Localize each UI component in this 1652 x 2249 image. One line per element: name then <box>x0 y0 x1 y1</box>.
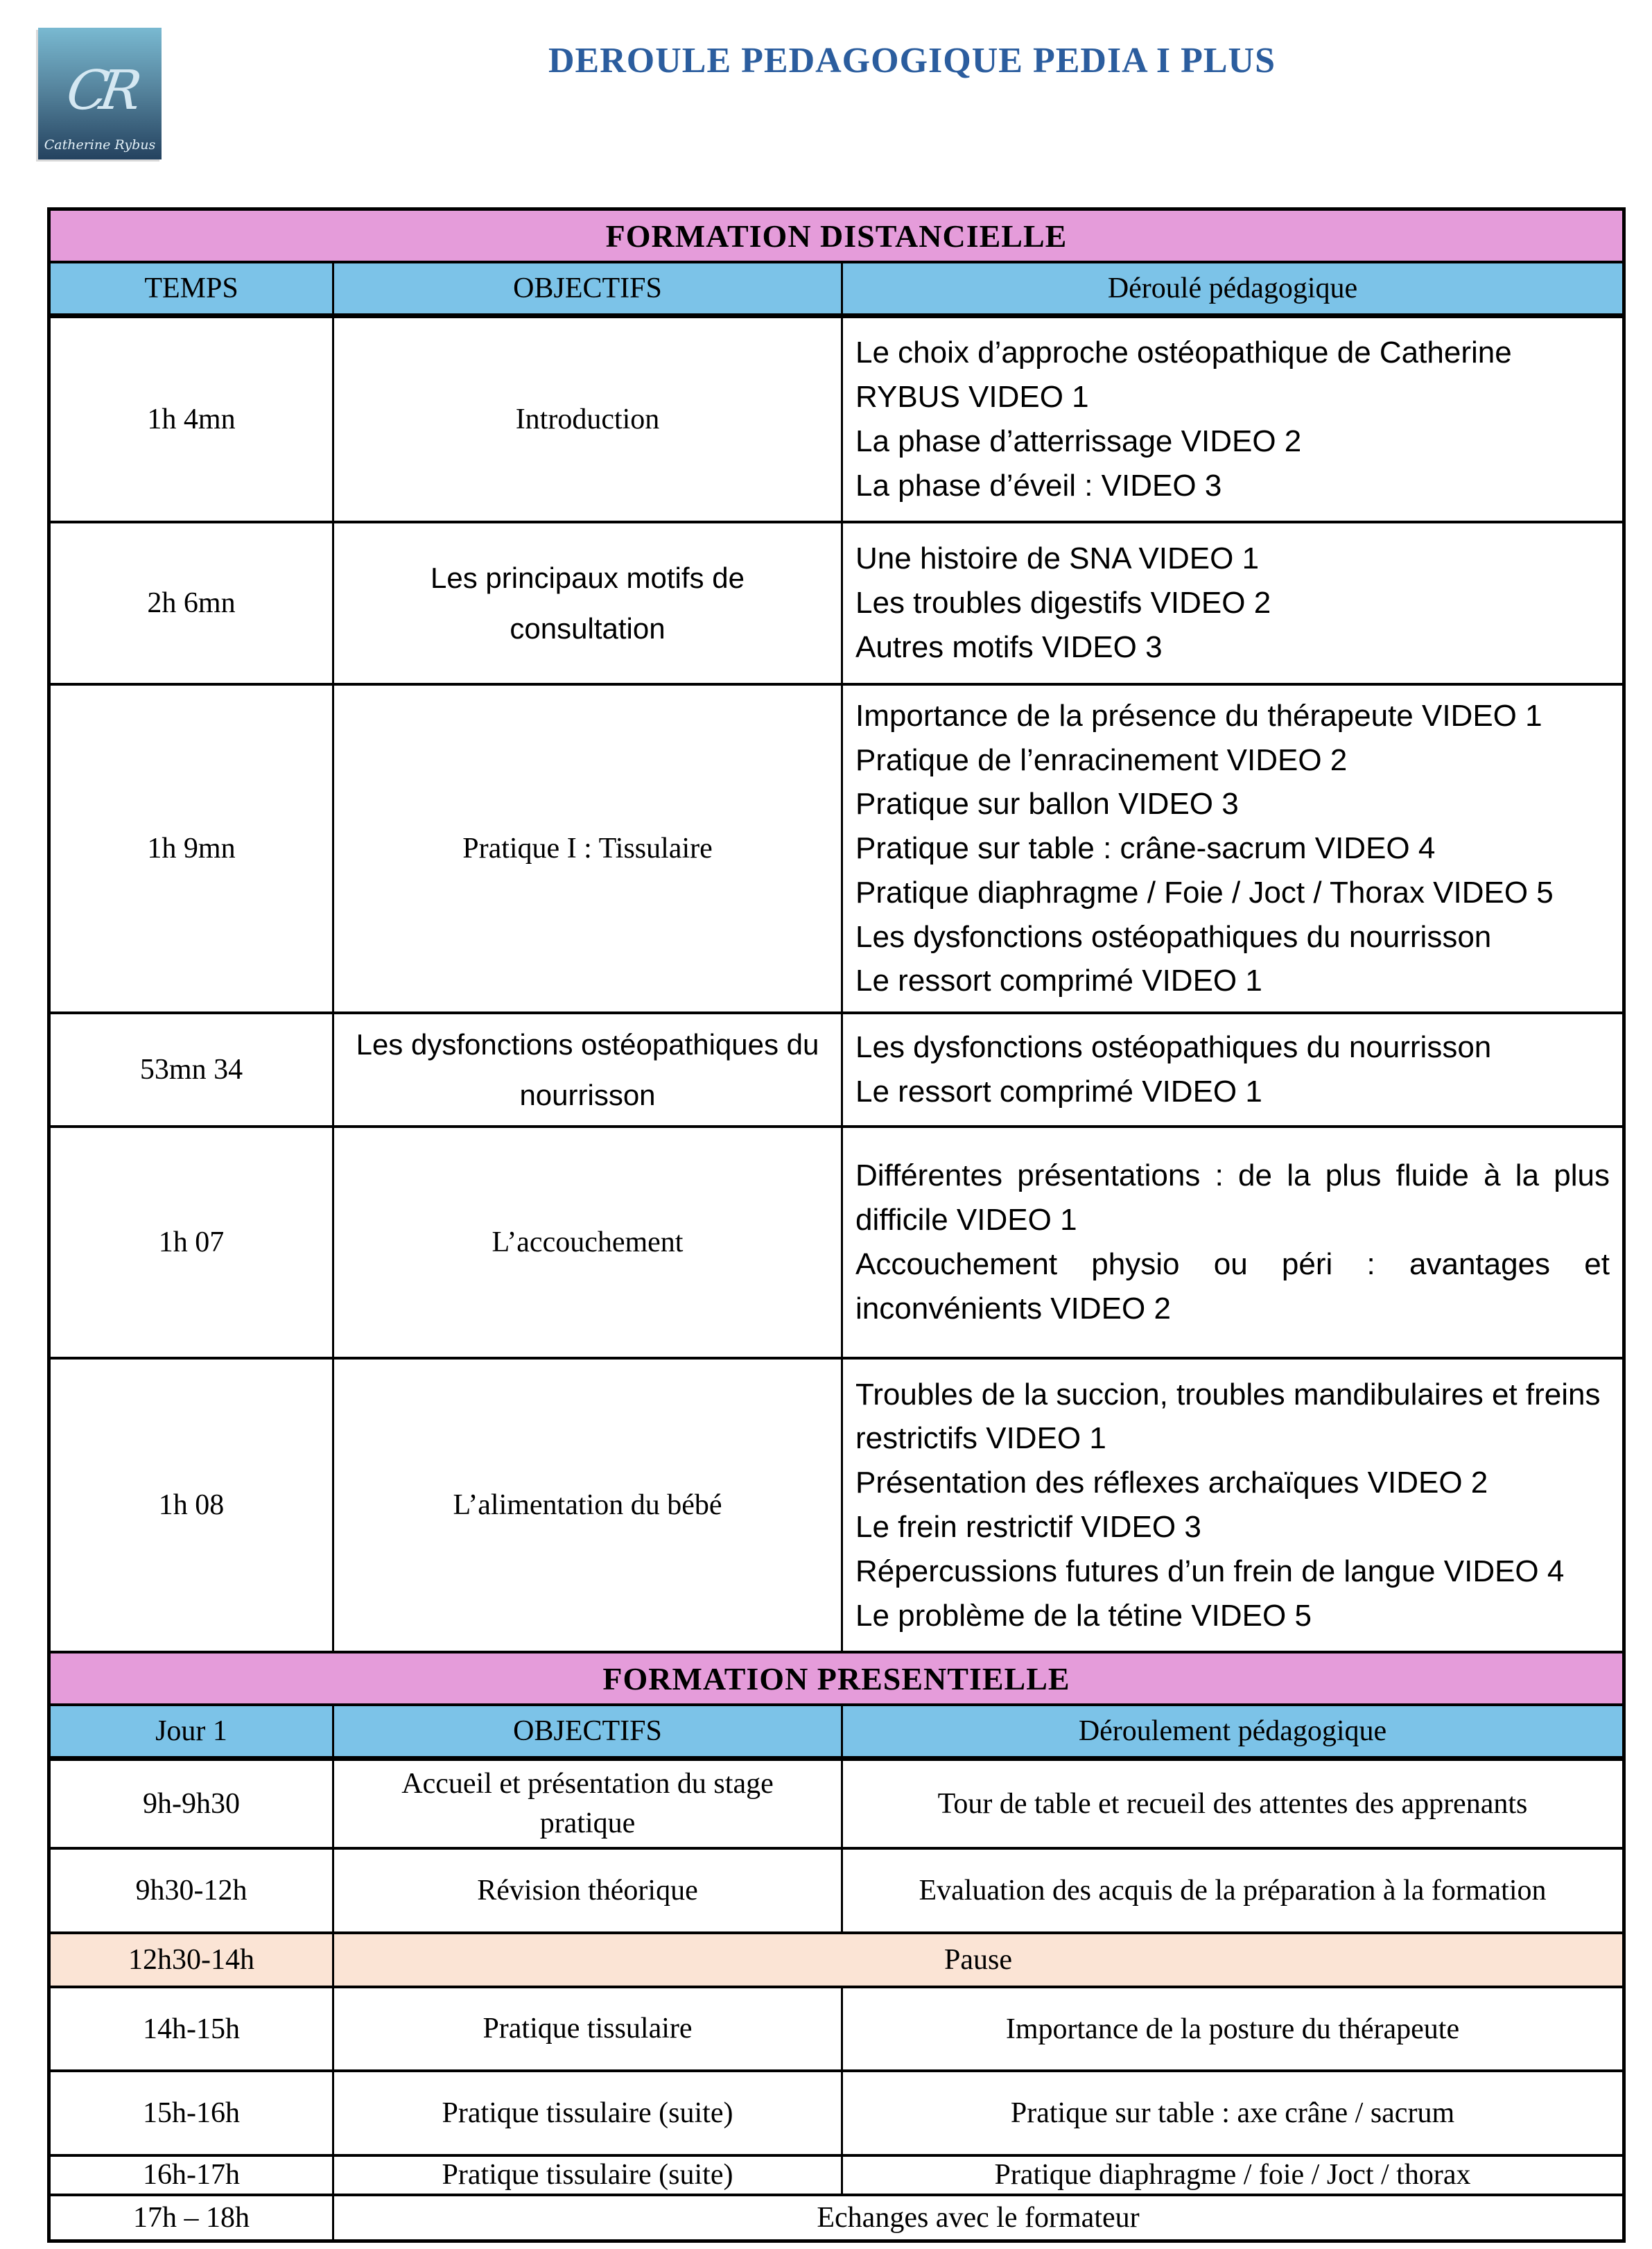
time-cell: 53mn 34 <box>139 1054 243 1086</box>
table-row <box>51 1756 1622 1847</box>
pause-row <box>51 1931 1622 1986</box>
detail-line: Le ressort comprimé VIDEO 1 <box>855 1075 1262 1109</box>
section-header-distancielle <box>51 211 1622 261</box>
objective-cell: Pratique I : Tissulaire <box>332 686 841 1011</box>
time-cell: 9h30-12h <box>135 1875 247 1907</box>
time-cell: 1h 4mn <box>147 403 236 435</box>
detail-line: Troubles de la succion, troubles mandibulaires et freins restrictifs VIDEO 1 <box>855 1377 1601 1456</box>
column-header-temps: TEMPS <box>51 263 332 313</box>
detail-line: Le choix d’approche ostéopathique de Catherine RYBUS VIDEO 1 <box>855 336 1512 415</box>
details-cell <box>841 318 1622 521</box>
details-cell: Tour de table et recueil des attentes des apprenants <box>841 1761 1622 1847</box>
column-header-objectifs: OBJECTIFS <box>332 263 841 313</box>
detail-line: Pratique sur ballon VIDEO 3 <box>855 787 1239 822</box>
table-row <box>51 1847 1622 1931</box>
objective-cell: Accueil et présentation du stage pratique <box>332 1761 841 1847</box>
details-cell <box>841 523 1622 683</box>
detail-line: Le ressort comprimé VIDEO 1 <box>855 964 1262 998</box>
detail-line: Pratique sur table : crâne-sacrum VIDEO 4 <box>855 831 1436 866</box>
table-row <box>51 2154 1622 2194</box>
details-cell <box>841 1360 1622 1651</box>
details-cell: Evaluation des acquis de la préparation à la formation <box>841 1850 1622 1931</box>
objective-cell: Pratique tissulaire (suite) <box>332 2072 841 2154</box>
time-cell: 17h – 18h <box>133 2202 250 2234</box>
time-cell: 1h 9mn <box>147 833 236 865</box>
objective-cell: L’alimentation du bébé <box>332 1360 841 1651</box>
table-row <box>51 1125 1622 1357</box>
time-cell: 1h 07 <box>158 1226 225 1258</box>
table-row <box>51 683 1622 1011</box>
column-header-row-presentielle <box>51 1703 1622 1756</box>
merged-detail-cell: Echanges avec le formateur <box>332 2196 1622 2239</box>
objective-cell: Introduction <box>332 318 841 521</box>
schedule-table <box>47 207 1626 2243</box>
table-row <box>51 1357 1622 1651</box>
time-cell: 1h 08 <box>158 1489 225 1521</box>
logo-monogram: CR <box>62 60 137 122</box>
details-cell: Pratique diaphragme / foie / Joct / thorax <box>841 2157 1622 2194</box>
detail-line: La phase d’éveil : VIDEO 3 <box>855 468 1222 503</box>
section-title: FORMATION PRESENTIELLE <box>51 1653 1622 1703</box>
detail-line: Les dysfonctions ostéopathiques du nourrisson <box>855 1030 1492 1065</box>
detail-line: Les troubles digestifs VIDEO 2 <box>855 586 1271 620</box>
column-header-row-distancielle <box>51 261 1622 313</box>
details-cell <box>841 1128 1622 1357</box>
time-cell: 16h-17h <box>143 2159 240 2191</box>
detail-line: La phase d’atterrissage VIDEO 2 <box>855 424 1302 458</box>
table-row <box>51 2069 1622 2154</box>
detail-line: Le frein restrictif VIDEO 3 <box>855 1510 1201 1544</box>
detail-line: Autres motifs VIDEO 3 <box>855 629 1163 664</box>
details-cell <box>841 686 1622 1011</box>
detail-line: Une histoire de SNA VIDEO 1 <box>855 541 1260 576</box>
table-row <box>51 1986 1622 2069</box>
column-header-jour1: Jour 1 <box>51 1706 332 1756</box>
detail-line: Pratique diaphragme / Foie / Joct / Thorax VIDEO 5 Les dysfonctions ostéopathiques du nourrisson <box>855 875 1554 954</box>
catherine-rybus-logo <box>38 28 162 159</box>
detail-line: Importance de la présence du thérapeute VIDEO 1 <box>855 698 1542 733</box>
detail-line: Pratique de l’enracinement VIDEO 2 <box>855 743 1348 777</box>
section-header-presentielle <box>51 1651 1622 1703</box>
table-row <box>51 1011 1622 1125</box>
column-header-objectifs: OBJECTIFS <box>332 1706 841 1756</box>
time-cell: 9h-9h30 <box>143 1788 240 1820</box>
details-cell: Pratique sur table : axe crâne / sacrum <box>841 2072 1622 2154</box>
details-cell: Importance de la posture du thérapeute <box>841 1988 1622 2069</box>
detail-line: Présentation des réflexes archaïques VIDEO 2 <box>855 1466 1488 1500</box>
time-cell: 12h30-14h <box>51 1934 332 1986</box>
column-header-deroulement: Déroulement pédagogique <box>841 1706 1622 1756</box>
detail-line: Différentes présentations : de la plus fluide à la plus difficile VIDEO 1 <box>855 1158 1610 1238</box>
detail-line: Répercussions futures d’un frein de langue VIDEO 4 <box>855 1554 1565 1588</box>
detail-line: Accouchement physio ou péri : avantages et inconvénients VIDEO 2 <box>855 1247 1610 1326</box>
objective-cell: Pratique tissulaire <box>332 1988 841 2069</box>
table-row <box>51 2194 1622 2239</box>
details-cell <box>841 1014 1622 1125</box>
page-title: DEROULE PEDAGOGIQUE PEDIA I PLUS <box>548 41 1276 80</box>
objective-cell: L’accouchement <box>332 1128 841 1357</box>
logo-signature: Catherine Rybus <box>44 137 156 153</box>
time-cell: 2h 6mn <box>147 587 236 619</box>
table-row <box>51 313 1622 521</box>
time-cell: 15h-16h <box>143 2097 240 2129</box>
column-header-deroule: Déroulé pédagogique <box>841 263 1622 313</box>
table-row <box>51 521 1622 683</box>
section-title: FORMATION DISTANCIELLE <box>51 211 1622 261</box>
detail-line: Le problème de la tétine VIDEO 5 <box>855 1598 1312 1633</box>
objective-cell: Les dysfonctions ostéopathiques du nourrisson <box>332 1014 841 1125</box>
time-cell: 14h-15h <box>143 2013 240 2045</box>
objective-cell: Les principaux motifs de consultation <box>332 523 841 683</box>
pause-cell: Pause <box>332 1934 1622 1986</box>
objective-cell: Pratique tissulaire (suite) <box>332 2157 841 2194</box>
objective-cell: Révision théorique <box>332 1850 841 1931</box>
